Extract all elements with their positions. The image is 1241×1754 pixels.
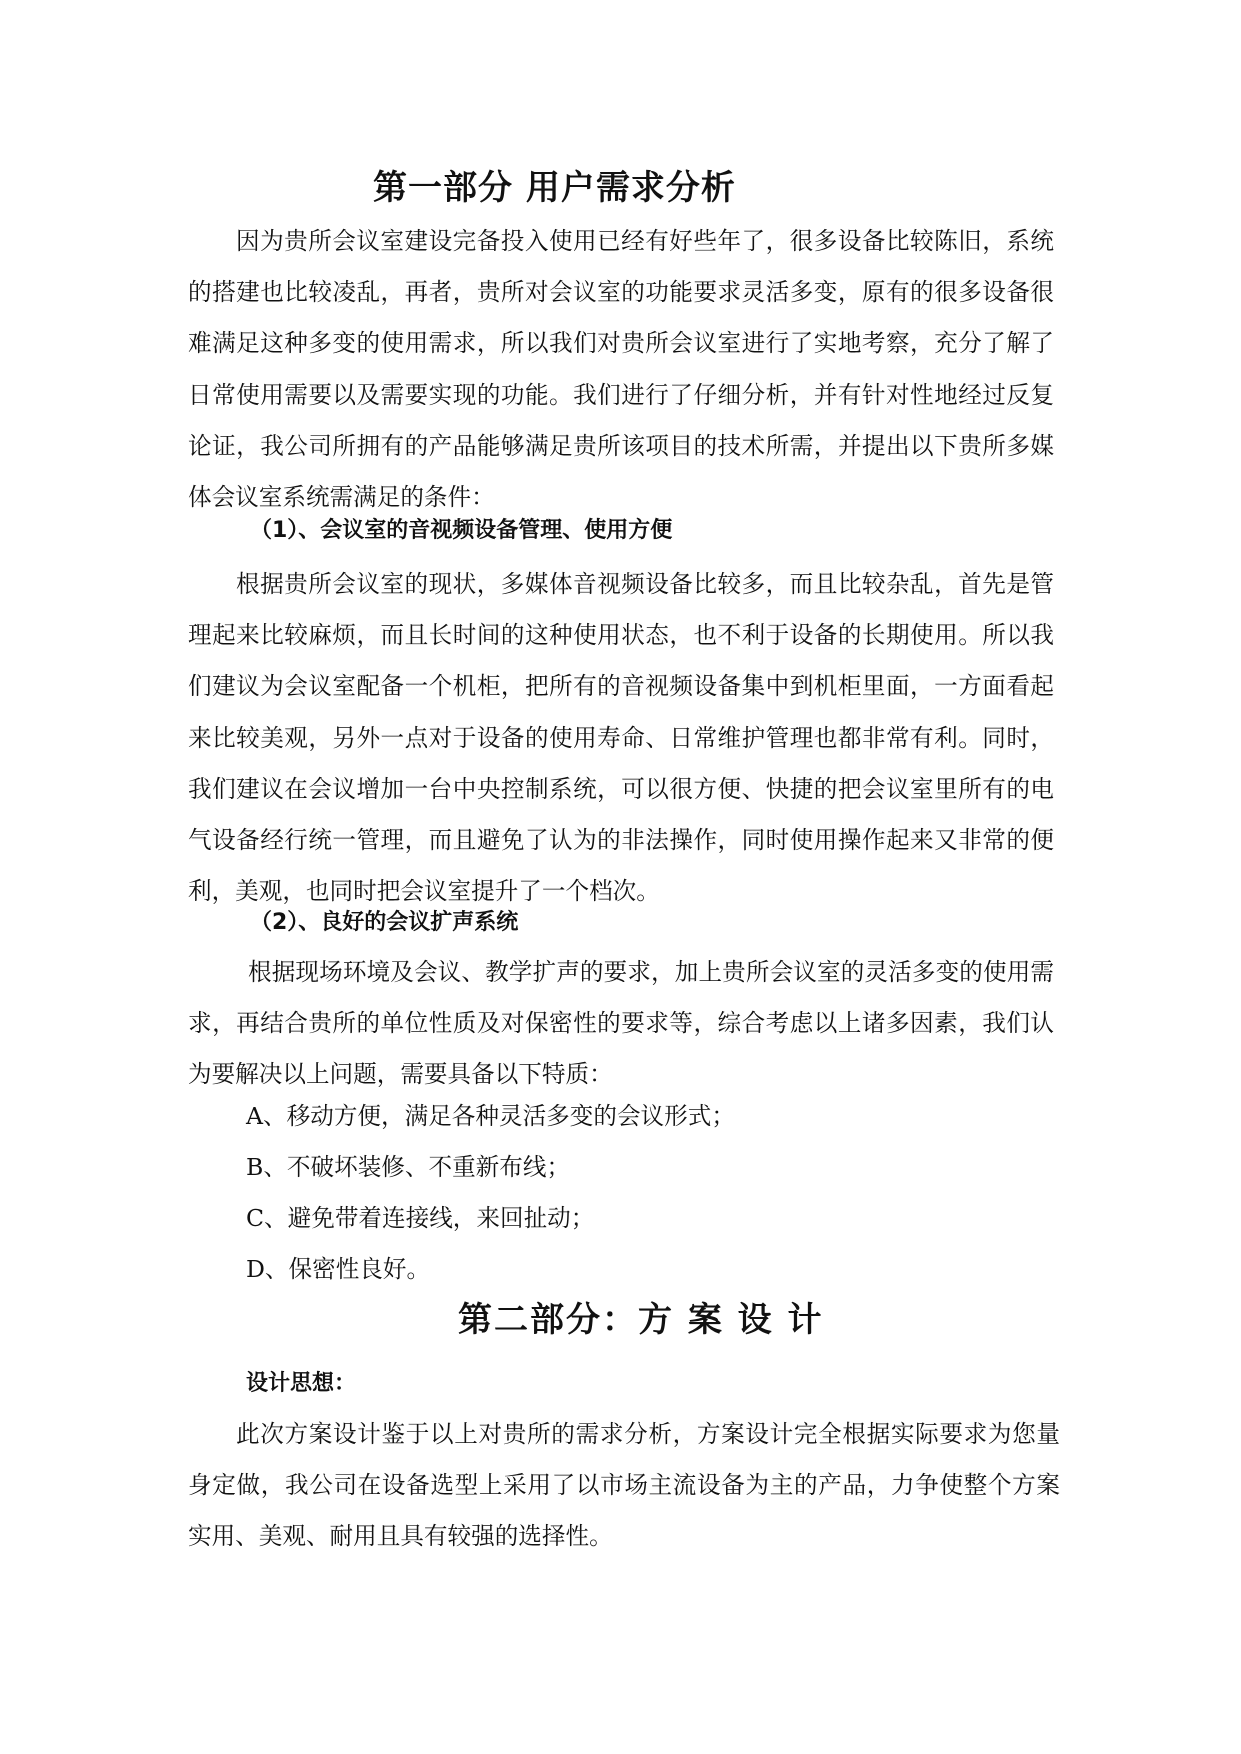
- requirement-list-item: B、不破坏装修、不重新布线；: [246, 1153, 571, 1181]
- section2-title: 第二部分：方 案 设 计: [458, 1300, 824, 1340]
- design-idea-heading: 设计思想：: [246, 1371, 357, 1396]
- requirement-list-item: A、移动方便，满足各种灵活多变的会议形式；: [246, 1102, 735, 1130]
- requirement-list-item: C、避免带着连接线，来回扯动；: [246, 1204, 595, 1232]
- item2-paragraph: 根据现场环境及会议、教学扩声的要求，加上贵所会议室的灵活多变的使用需求，再结合贵所的单位性质及对保密性的要求等，综合考虑以上诸多因素，我们认为要解决以上问题，需要具备以下特质：: [188, 958, 1054, 1089]
- design-idea-paragraph: 此次方案设计鉴于以上对贵所的需求分析，方案设计完全根据实际要求为您量身定做，我公司在设备选型上采用了以市场主流设备为主的产品，力争使整个方案实用、美观、耐用且具有较强的选择性。: [188, 1420, 1060, 1551]
- requirement-list-item: D、保密性良好。: [246, 1255, 431, 1283]
- item2-heading: （2）、良好的会议扩声系统: [250, 910, 519, 935]
- item1-paragraph: 根据贵所会议室的现状，多媒体音视频设备比较多，而且比较杂乱，首先是管理起来比较麻烦，而且长时间的这种使用状态，也不利于设备的长期使用。所以我们建议为会议室配备一个机柜，把所有的音视频设备集中到机柜里面，一方面看起来比较美观，另外一点对于设备的使用寿命、日常维护管理也都非常有利。同时，我们建议在会议增加一台中央控制系统，可以很方便、快捷的把会议室里所有的电气设备经行统一管理，而且避免了认为的非法操作，同时使用操作起来又非常的便利，美观，也同时把会议室提升了一个档次。: [188, 570, 1054, 906]
- section1-title: 第一部分 用户需求分析: [373, 168, 736, 208]
- item1-heading: （1）、会议室的音视频设备管理、使用方便: [250, 518, 673, 543]
- section1-intro-paragraph: 因为贵所会议室建设完备投入使用已经有好些年了，很多设备比较陈旧，系统的搭建也比较凌乱，再者，贵所对会议室的功能要求灵活多变，原有的很多设备很难满足这种多变的使用需求，所以我们对贵所会议室进行了实地考察，充分了解了日常使用需要以及需要实现的功能。我们进行了仔细分析，并有针对性地经过反复论证，我公司所拥有的产品能够满足贵所该项目的技术所需，并提出以下贵所多媒体会议室系统需满足的条件：: [188, 227, 1054, 512]
